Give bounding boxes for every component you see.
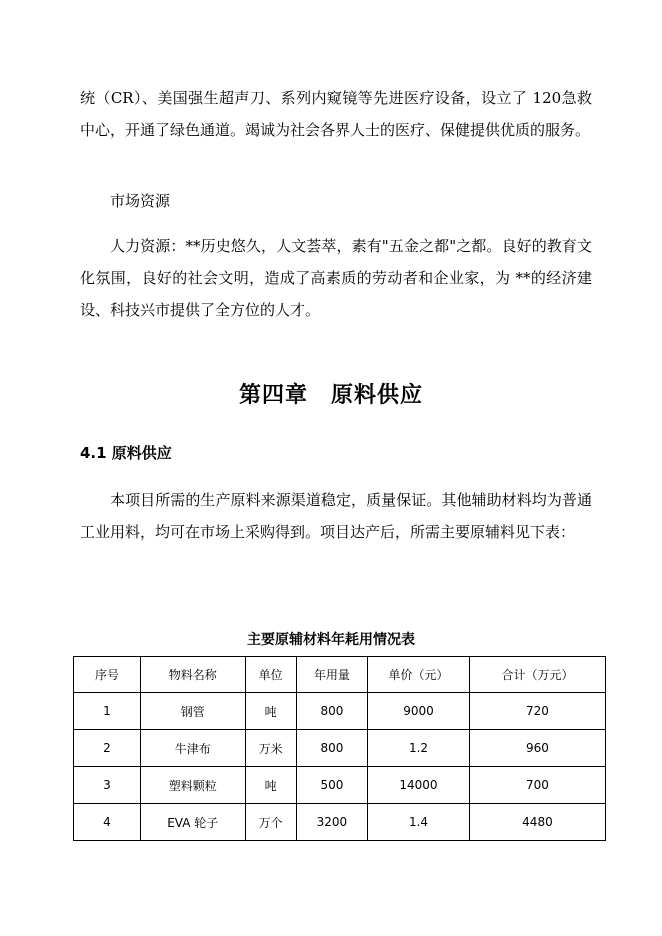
cell-total: 960 bbox=[469, 730, 605, 767]
cell-annual-usage: 3200 bbox=[296, 804, 367, 841]
cell-unit-price: 9000 bbox=[368, 693, 470, 730]
table-row bbox=[74, 693, 606, 730]
cell-unit: 万个 bbox=[245, 804, 296, 841]
cell-index: 4 bbox=[74, 804, 141, 841]
cell-annual-usage: 800 bbox=[296, 730, 367, 767]
table-header-row bbox=[74, 657, 606, 693]
header-annual-usage: 年用量 bbox=[296, 657, 367, 693]
chapter-title: 第四章 原料供应 bbox=[238, 383, 423, 408]
cell-unit: 吨 bbox=[245, 767, 296, 804]
table-row bbox=[74, 730, 606, 767]
cell-total: 700 bbox=[469, 767, 605, 804]
cell-annual-usage: 500 bbox=[296, 767, 367, 804]
cell-index: 1 bbox=[74, 693, 141, 730]
cell-unit: 万米 bbox=[245, 730, 296, 767]
paragraph-raw-material-supply: 本项目所需的生产原料来源渠道稳定，质量保证。其他辅助材料均为普通工业用料，均可在市场上采购得到。项目达产后，所需主要原辅料见下表： bbox=[80, 491, 592, 541]
table-row bbox=[74, 767, 606, 804]
materials-table bbox=[73, 656, 606, 841]
header-index: 序号 bbox=[74, 657, 141, 693]
cell-material-name: 牛津布 bbox=[141, 730, 246, 767]
cell-unit-price: 14000 bbox=[368, 767, 470, 804]
cell-unit-price: 1.2 bbox=[368, 730, 470, 767]
cell-total: 720 bbox=[469, 693, 605, 730]
table-row bbox=[74, 804, 606, 841]
cell-annual-usage: 800 bbox=[296, 693, 367, 730]
header-total: 合计（万元） bbox=[469, 657, 605, 693]
table-title: 主要原辅材料年耗用情况表 bbox=[247, 632, 415, 648]
cell-unit: 吨 bbox=[245, 693, 296, 730]
paragraph-market-resources: 市场资源 bbox=[110, 192, 171, 210]
cell-material-name: 塑料颗粒 bbox=[141, 767, 246, 804]
cell-material-name: EVA 轮子 bbox=[141, 804, 246, 841]
cell-index: 3 bbox=[74, 767, 141, 804]
paragraph-human-resources: 人力资源：**历史悠久，人文荟萃，素有"五金之都"之都。良好的教育文化氛围，良好的社会文明，造成了高素质的劳动者和企业家，为 **的经济建设、科技兴市提供了全方位的人才。 bbox=[80, 237, 592, 319]
section-title: 4.1 原料供应 bbox=[80, 444, 172, 462]
cell-material-name: 钢管 bbox=[141, 693, 246, 730]
header-unit-price: 单价（元） bbox=[368, 657, 470, 693]
paragraph-medical-services: 统（CR）、美国强生超声刀、系列内窥镜等先进医疗设备，设立了 120急救中心，开通了绿色通道。竭诚为社会各界人士的医疗、保健提供优质的服务。 bbox=[80, 89, 592, 139]
header-unit: 单位 bbox=[245, 657, 296, 693]
cell-unit-price: 1.4 bbox=[368, 804, 470, 841]
cell-total: 4480 bbox=[469, 804, 605, 841]
header-material-name: 物料名称 bbox=[141, 657, 246, 693]
cell-index: 2 bbox=[74, 730, 141, 767]
